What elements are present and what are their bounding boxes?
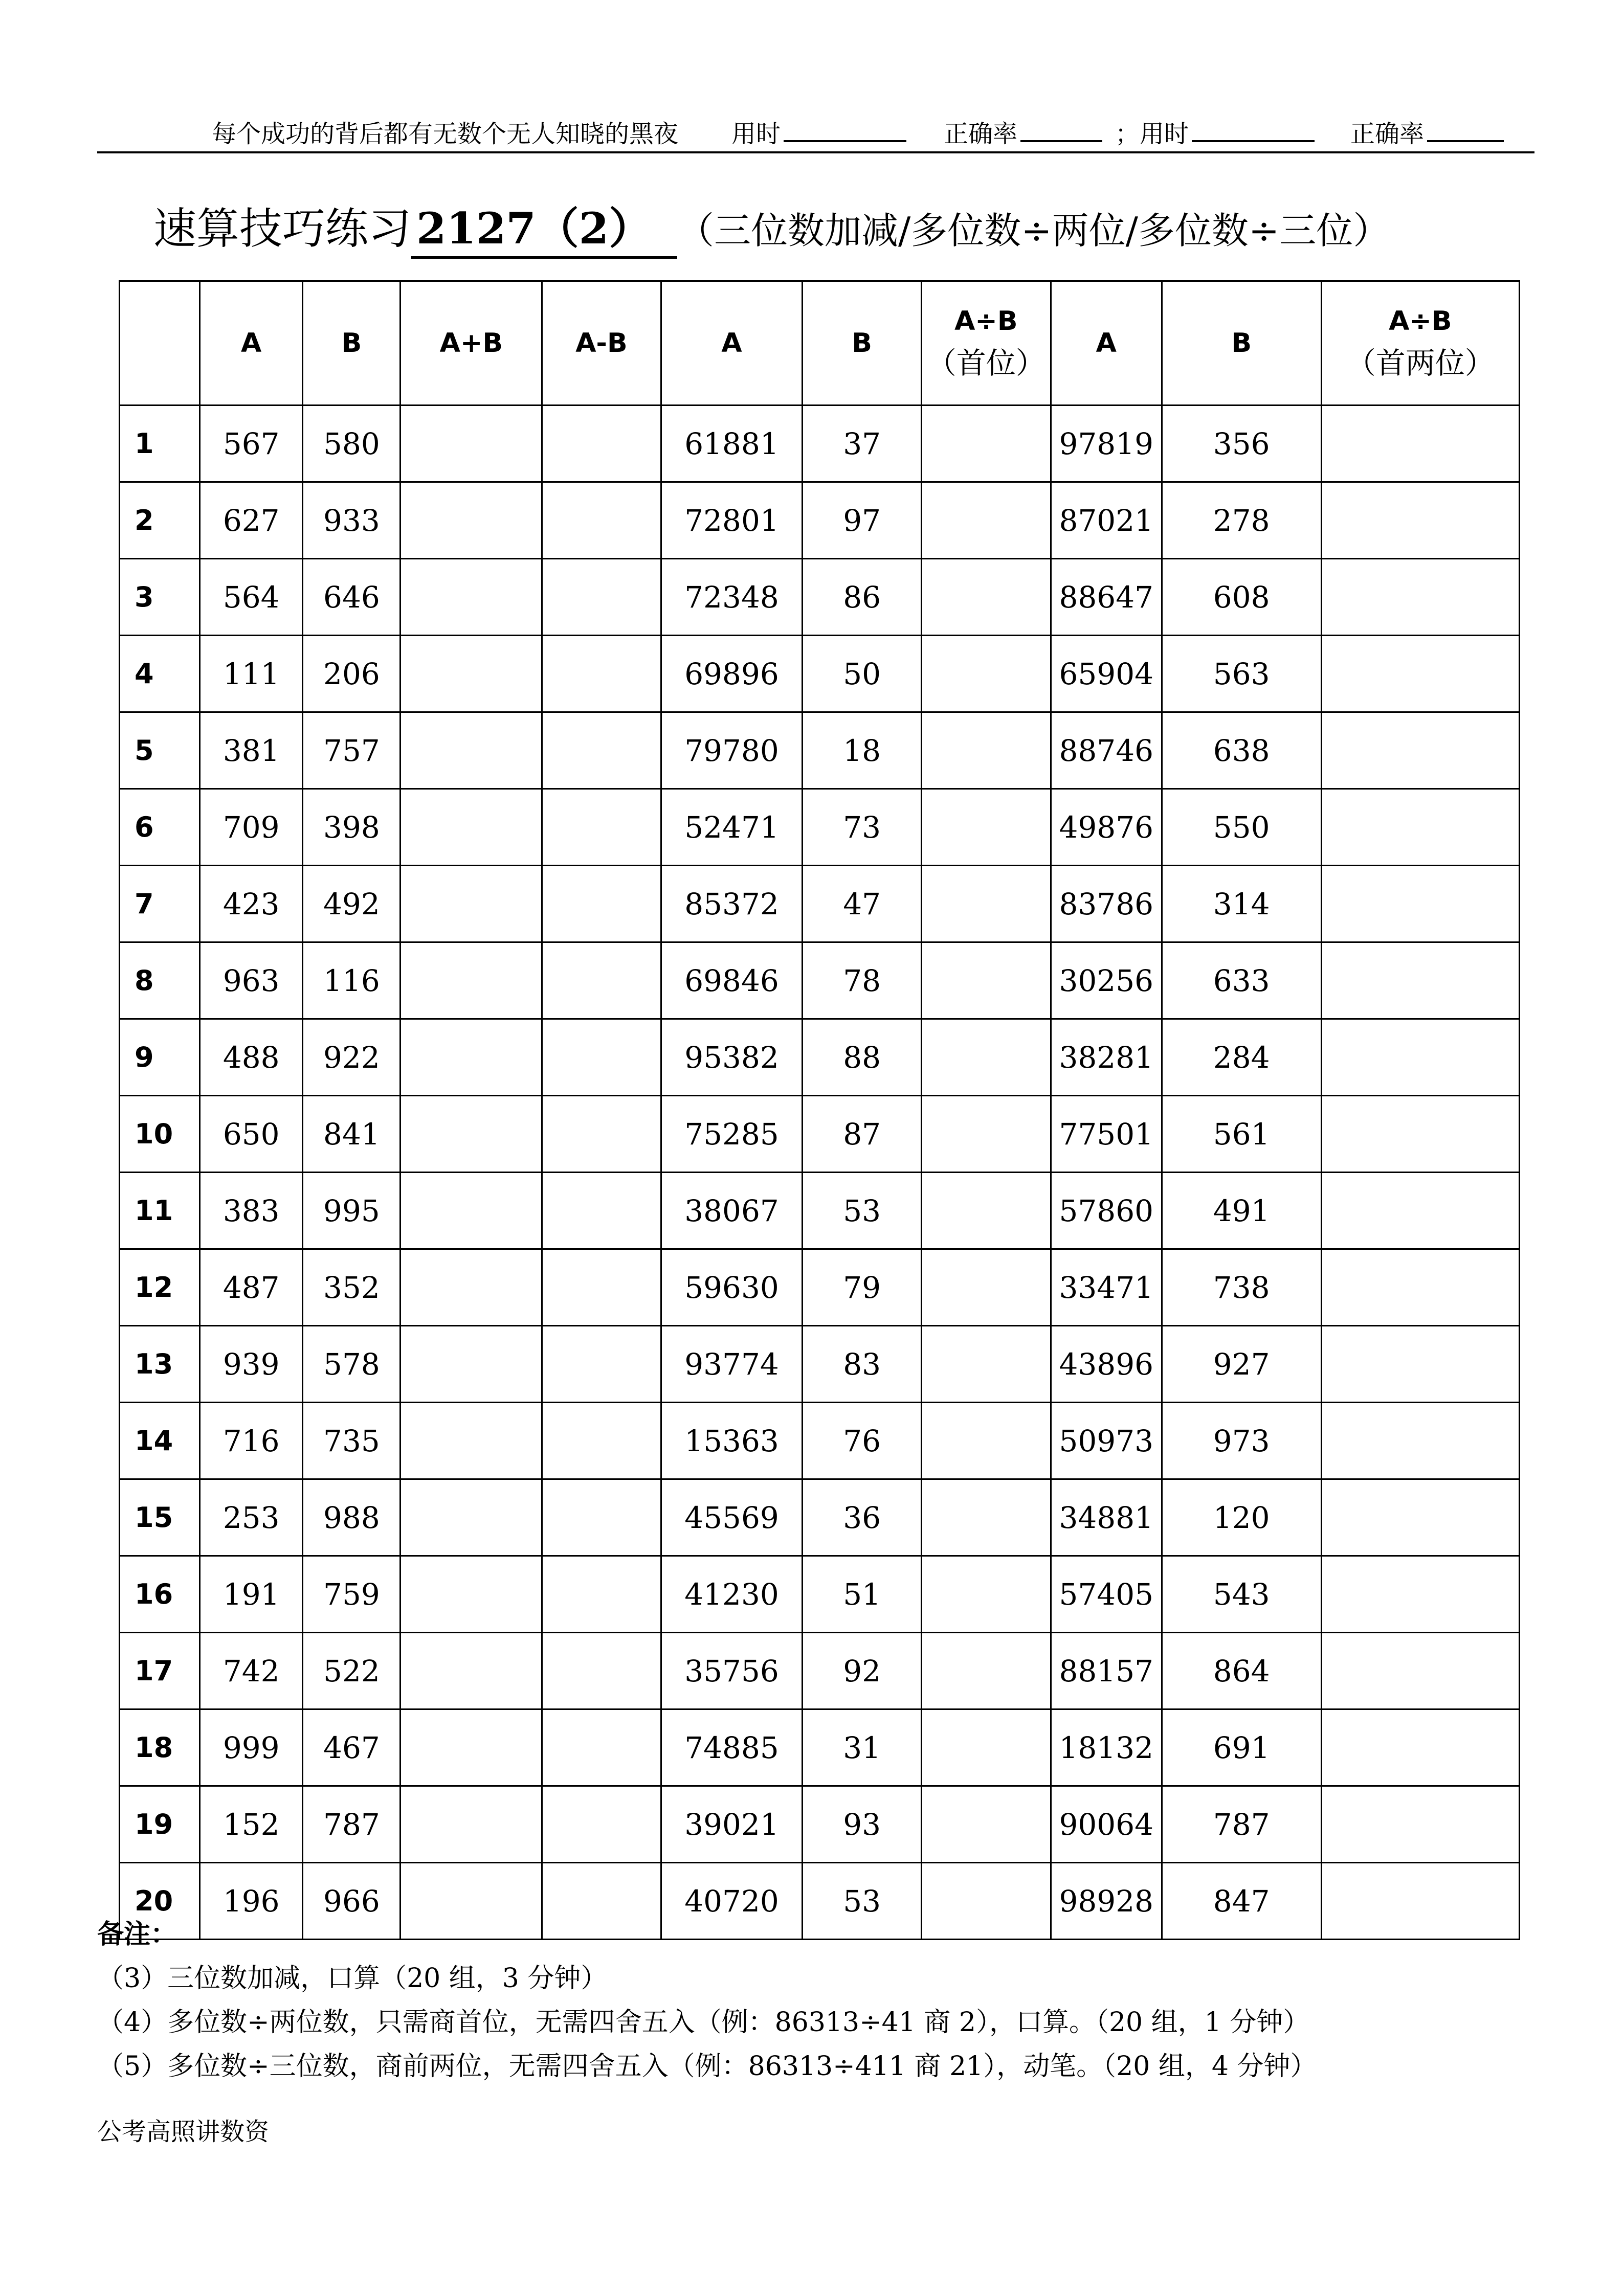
cell-a1: 191 (199, 1556, 302, 1633)
answer-sum[interactable] (401, 712, 542, 789)
answer-div-first-two[interactable] (1321, 1173, 1519, 1249)
answer-diff[interactable] (542, 1096, 661, 1173)
cell-b1: 522 (303, 1633, 401, 1709)
cell-b3: 563 (1162, 636, 1321, 712)
cell-b1: 580 (303, 406, 401, 482)
cell-b3: 550 (1162, 789, 1321, 866)
cell-b1: 467 (303, 1709, 401, 1786)
answer-div-first-two[interactable] (1321, 1709, 1519, 1786)
time-label-1: 用时 (731, 120, 781, 148)
title-subtitle: （三位数加减/多位数÷两位/多位数÷三位） (677, 209, 1390, 252)
answer-div-first-two[interactable] (1321, 482, 1519, 559)
cell-a1: 742 (199, 1633, 302, 1709)
time-field-1[interactable] (731, 114, 906, 149)
answer-div-first-two[interactable] (1321, 1019, 1519, 1096)
cell-b2: 83 (803, 1326, 921, 1403)
answer-div-first[interactable] (921, 1479, 1051, 1556)
cell-a1: 627 (199, 482, 302, 559)
cell-a3: 49876 (1051, 789, 1162, 866)
note-item: （5）多位数÷三位数，商前两位，无需四舍五入（例：86313÷411 商 21），动笔。（20 组，4 分钟） (97, 2051, 1317, 2082)
cell-b3: 543 (1162, 1556, 1321, 1633)
col-header-a3: A (1051, 281, 1162, 406)
table-row (120, 1633, 1520, 1709)
accuracy-label-1: 正确率 (944, 120, 1018, 148)
table-row (120, 1096, 1520, 1173)
row-number: 12 (120, 1249, 200, 1326)
cell-b1: 206 (303, 636, 401, 712)
cell-a3: 30256 (1051, 942, 1162, 1019)
cell-b1: 646 (303, 559, 401, 636)
row-number: 2 (120, 482, 200, 559)
answer-div-first[interactable] (921, 482, 1051, 559)
answer-div-first-two[interactable] (1321, 1249, 1519, 1326)
answer-div-first[interactable] (921, 1249, 1051, 1326)
cell-b3: 561 (1162, 1096, 1321, 1173)
answer-sum[interactable] (401, 1709, 542, 1786)
answer-diff[interactable] (542, 712, 661, 789)
answer-div-first[interactable] (921, 1096, 1051, 1173)
row-number: 10 (120, 1096, 200, 1173)
answer-sum[interactable] (401, 482, 542, 559)
table-row (120, 1326, 1520, 1403)
row-number: 20 (120, 1863, 200, 1940)
cell-a2: 59630 (661, 1249, 803, 1326)
header-row (120, 281, 1520, 406)
time-label-2: 用时 (1140, 120, 1189, 148)
col-header-index (120, 281, 200, 406)
answer-div-first[interactable] (921, 406, 1051, 482)
table-row (120, 866, 1520, 942)
cell-a2: 75285 (661, 1096, 803, 1173)
cell-b2: 53 (803, 1863, 921, 1940)
cell-b1: 352 (303, 1249, 401, 1326)
cell-b3: 633 (1162, 942, 1321, 1019)
cell-b2: 97 (803, 482, 921, 559)
answer-div-first[interactable] (921, 559, 1051, 636)
cell-a1: 963 (199, 942, 302, 1019)
cell-a2: 69846 (661, 942, 803, 1019)
cell-b3: 973 (1162, 1403, 1321, 1479)
cell-a1: 999 (199, 1709, 302, 1786)
separator: ； (1115, 120, 1140, 148)
cell-a3: 34881 (1051, 1479, 1162, 1556)
cell-b2: 31 (803, 1709, 921, 1786)
notes-section (97, 1912, 1581, 2088)
cell-a2: 72348 (661, 559, 803, 636)
cell-b2: 18 (803, 712, 921, 789)
cell-a3: 50973 (1051, 1403, 1162, 1479)
motto-text: 每个成功的背后都有无数个无人知晓的黑夜 (212, 120, 679, 148)
answer-div-first-two[interactable] (1321, 636, 1519, 712)
col-header-div-first (921, 281, 1051, 406)
cell-a3: 88157 (1051, 1633, 1162, 1709)
cell-a3: 77501 (1051, 1096, 1162, 1173)
cell-a1: 111 (199, 636, 302, 712)
cell-b1: 933 (303, 482, 401, 559)
answer-div-first[interactable] (921, 942, 1051, 1019)
cell-b1: 995 (303, 1173, 401, 1249)
cell-b2: 79 (803, 1249, 921, 1326)
cell-a2: 15363 (661, 1403, 803, 1479)
row-number: 11 (120, 1173, 200, 1249)
accuracy-label-2: 正确率 (1350, 120, 1425, 148)
time-field-2[interactable] (1115, 114, 1315, 149)
cell-b3: 491 (1162, 1173, 1321, 1249)
answer-div-first-two[interactable] (1321, 1556, 1519, 1633)
cell-b2: 73 (803, 789, 921, 866)
cell-a1: 709 (199, 789, 302, 866)
answer-div-first[interactable] (921, 1403, 1051, 1479)
table-body (120, 406, 1520, 1940)
cell-a2: 39021 (661, 1786, 803, 1863)
answer-sum[interactable] (401, 1173, 542, 1249)
table-row (120, 1019, 1520, 1096)
answer-sum[interactable] (401, 1019, 542, 1096)
row-number: 13 (120, 1326, 200, 1403)
row-number: 15 (120, 1479, 200, 1556)
answer-sum[interactable] (401, 942, 542, 1019)
answer-div-first[interactable] (921, 1019, 1051, 1096)
cell-b3: 608 (1162, 559, 1321, 636)
cell-b1: 492 (303, 866, 401, 942)
answer-sum[interactable] (401, 1556, 542, 1633)
cell-b3: 284 (1162, 1019, 1321, 1096)
cell-a2: 38067 (661, 1173, 803, 1249)
cell-b1: 116 (303, 942, 401, 1019)
cell-b3: 356 (1162, 406, 1321, 482)
time-blank-2[interactable] (1192, 140, 1315, 142)
answer-sum[interactable] (401, 636, 542, 712)
answer-div-first-two[interactable] (1321, 406, 1519, 482)
answer-div-first[interactable] (921, 712, 1051, 789)
cell-b3: 864 (1162, 1633, 1321, 1709)
answer-div-first[interactable] (921, 866, 1051, 942)
col-header-diff: A-B (542, 281, 661, 406)
div-first-line1: A÷B (954, 305, 1018, 336)
cell-a1: 650 (199, 1096, 302, 1173)
answer-sum[interactable] (401, 1633, 542, 1709)
answer-diff[interactable] (542, 1249, 661, 1326)
table-row (120, 559, 1520, 636)
cell-b1: 922 (303, 1019, 401, 1096)
practice-table (119, 280, 1520, 1940)
answer-div-first[interactable] (921, 636, 1051, 712)
cell-b2: 53 (803, 1173, 921, 1249)
cell-b3: 847 (1162, 1863, 1321, 1940)
cell-b1: 841 (303, 1096, 401, 1173)
cell-a1: 567 (199, 406, 302, 482)
cell-a3: 57860 (1051, 1173, 1162, 1249)
answer-div-first-two[interactable] (1321, 866, 1519, 942)
row-number: 3 (120, 559, 200, 636)
cell-a2: 40720 (661, 1863, 803, 1940)
cell-a2: 79780 (661, 712, 803, 789)
cell-a1: 152 (199, 1786, 302, 1863)
answer-diff[interactable] (542, 1019, 661, 1096)
answer-div-first-two[interactable] (1321, 789, 1519, 866)
answer-div-first[interactable] (921, 1556, 1051, 1633)
answer-div-first[interactable] (921, 1326, 1051, 1403)
cell-a3: 57405 (1051, 1556, 1162, 1633)
div-first-line2: （首位） (926, 345, 1045, 380)
answer-div-first[interactable] (921, 1173, 1051, 1249)
cell-a2: 72801 (661, 482, 803, 559)
cell-b2: 78 (803, 942, 921, 1019)
answer-diff[interactable] (542, 1479, 661, 1556)
cell-a2: 45569 (661, 1479, 803, 1556)
cell-b3: 787 (1162, 1786, 1321, 1863)
cell-a2: 93774 (661, 1326, 803, 1403)
cell-b2: 51 (803, 1556, 921, 1633)
cell-b2: 86 (803, 559, 921, 636)
cell-a3: 38281 (1051, 1019, 1162, 1096)
col-header-b1: B (303, 281, 401, 406)
answer-div-first-two[interactable] (1321, 942, 1519, 1019)
cell-b3: 927 (1162, 1326, 1321, 1403)
title-code: 2127（2） (411, 194, 677, 259)
cell-b1: 988 (303, 1479, 401, 1556)
cell-b2: 47 (803, 866, 921, 942)
row-number: 17 (120, 1633, 200, 1709)
col-header-div-first-two (1321, 281, 1519, 406)
row-number: 16 (120, 1556, 200, 1633)
cell-a3: 98928 (1051, 1863, 1162, 1940)
footer-credit: 公考高照讲数资 (97, 2118, 270, 2146)
answer-sum[interactable] (401, 1326, 542, 1403)
note-item: （4）多位数÷两位数，只需商首位，无需四舍五入（例：86313÷41 商 2），口算。（20 组，1 分钟） (97, 2007, 1310, 2038)
answer-sum[interactable] (401, 559, 542, 636)
cell-a1: 253 (199, 1479, 302, 1556)
answer-diff[interactable] (542, 866, 661, 942)
table-row (120, 942, 1520, 1019)
cell-a3: 88746 (1051, 712, 1162, 789)
answer-diff[interactable] (542, 1709, 661, 1786)
table-row (120, 1709, 1520, 1786)
answer-diff[interactable] (542, 1556, 661, 1633)
cell-b3: 120 (1162, 1479, 1321, 1556)
cell-a1: 423 (199, 866, 302, 942)
answer-div-first[interactable] (921, 1709, 1051, 1786)
cell-a2: 61881 (661, 406, 803, 482)
row-number: 5 (120, 712, 200, 789)
cell-b2: 37 (803, 406, 921, 482)
cell-b3: 314 (1162, 866, 1321, 942)
answer-sum[interactable] (401, 1786, 542, 1863)
cell-a3: 18132 (1051, 1709, 1162, 1786)
cell-a2: 74885 (661, 1709, 803, 1786)
cell-a2: 69896 (661, 636, 803, 712)
cell-a1: 383 (199, 1173, 302, 1249)
cell-b3: 638 (1162, 712, 1321, 789)
col-header-sum: A+B (401, 281, 542, 406)
answer-div-first-two[interactable] (1321, 1479, 1519, 1556)
answer-div-first-two[interactable] (1321, 1786, 1519, 1863)
accuracy-blank-1[interactable] (1020, 140, 1102, 142)
answer-diff[interactable] (542, 559, 661, 636)
answer-div-first[interactable] (921, 789, 1051, 866)
notes-title: 备注： (97, 1919, 177, 1950)
table-row (120, 1479, 1520, 1556)
table-row (120, 1403, 1520, 1479)
answer-sum[interactable] (401, 406, 542, 482)
cell-b1: 578 (303, 1326, 401, 1403)
table-row (120, 636, 1520, 712)
row-number: 19 (120, 1786, 200, 1863)
cell-a3: 43896 (1051, 1326, 1162, 1403)
table-row (120, 482, 1520, 559)
answer-sum[interactable] (401, 1249, 542, 1326)
cell-b2: 87 (803, 1096, 921, 1173)
cell-a3: 87021 (1051, 482, 1162, 559)
cell-b1: 787 (303, 1786, 401, 1863)
row-number: 18 (120, 1709, 200, 1786)
row-number: 9 (120, 1019, 200, 1096)
div-first-two-line2: （首两位） (1346, 345, 1495, 380)
table-row (120, 406, 1520, 482)
cell-b3: 738 (1162, 1249, 1321, 1326)
cell-b2: 76 (803, 1403, 921, 1479)
table-row (120, 1173, 1520, 1249)
col-header-a2: A (661, 281, 803, 406)
answer-diff[interactable] (542, 789, 661, 866)
time-blank-1[interactable] (784, 140, 906, 142)
row-number: 14 (120, 1403, 200, 1479)
cell-a3: 33471 (1051, 1249, 1162, 1326)
answer-diff[interactable] (542, 1173, 661, 1249)
cell-a1: 716 (199, 1403, 302, 1479)
answer-diff[interactable] (542, 1403, 661, 1479)
table-row (120, 789, 1520, 866)
answer-div-first-two[interactable] (1321, 1326, 1519, 1403)
answer-diff[interactable] (542, 636, 661, 712)
row-number: 6 (120, 789, 200, 866)
answer-div-first-two[interactable] (1321, 1633, 1519, 1709)
cell-a3: 65904 (1051, 636, 1162, 712)
row-number: 4 (120, 636, 200, 712)
cell-a1: 487 (199, 1249, 302, 1326)
cell-a1: 196 (199, 1863, 302, 1940)
table-row (120, 712, 1520, 789)
answer-diff[interactable] (542, 482, 661, 559)
answer-div-first-two[interactable] (1321, 559, 1519, 636)
cell-a2: 35756 (661, 1633, 803, 1709)
answer-div-first[interactable] (921, 1633, 1051, 1709)
answer-div-first-two[interactable] (1321, 1096, 1519, 1173)
cell-a2: 52471 (661, 789, 803, 866)
cell-b1: 759 (303, 1556, 401, 1633)
answer-diff[interactable] (542, 1326, 661, 1403)
cell-a3: 97819 (1051, 406, 1162, 482)
cell-b1: 398 (303, 789, 401, 866)
cell-a1: 564 (199, 559, 302, 636)
cell-a2: 41230 (661, 1556, 803, 1633)
cell-b2: 36 (803, 1479, 921, 1556)
col-header-a1: A (199, 281, 302, 406)
table-row (120, 1249, 1520, 1326)
answer-sum[interactable] (401, 1479, 542, 1556)
answer-diff[interactable] (542, 406, 661, 482)
cell-a2: 85372 (661, 866, 803, 942)
answer-sum[interactable] (401, 1096, 542, 1173)
header-bar (97, 102, 1534, 153)
cell-b2: 93 (803, 1786, 921, 1863)
cell-b1: 757 (303, 712, 401, 789)
header-divider (97, 151, 1534, 153)
accuracy-field-1[interactable] (944, 114, 1102, 149)
answer-div-first[interactable] (921, 1786, 1051, 1863)
row-number: 8 (120, 942, 200, 1019)
cell-a2: 95382 (661, 1019, 803, 1096)
accuracy-field-2[interactable] (1350, 114, 1504, 149)
row-number: 1 (120, 406, 200, 482)
col-header-b3: B (1162, 281, 1321, 406)
answer-diff[interactable] (542, 942, 661, 1019)
cell-b1: 735 (303, 1403, 401, 1479)
page-title (153, 194, 1534, 261)
answer-div-first-two[interactable] (1321, 712, 1519, 789)
cell-b3: 691 (1162, 1709, 1321, 1786)
note-item: （3）三位数加减，口算（20 组，3 分钟） (97, 1963, 608, 1994)
row-number: 7 (120, 866, 200, 942)
cell-b3: 278 (1162, 482, 1321, 559)
cell-b2: 88 (803, 1019, 921, 1096)
cell-b1: 966 (303, 1863, 401, 1940)
answer-sum[interactable] (401, 866, 542, 942)
cell-a3: 88647 (1051, 559, 1162, 636)
table-row (120, 1556, 1520, 1633)
cell-a3: 90064 (1051, 1786, 1162, 1863)
col-header-b2: B (803, 281, 921, 406)
div-first-two-line1: A÷B (1389, 305, 1452, 336)
cell-a1: 488 (199, 1019, 302, 1096)
cell-b2: 92 (803, 1633, 921, 1709)
answer-diff[interactable] (542, 1633, 661, 1709)
answer-sum[interactable] (401, 1403, 542, 1479)
cell-b2: 50 (803, 636, 921, 712)
title-main: 速算技巧练习 (153, 204, 412, 254)
cell-a1: 381 (199, 712, 302, 789)
cell-a3: 83786 (1051, 866, 1162, 942)
cell-a1: 939 (199, 1326, 302, 1403)
answer-sum[interactable] (401, 789, 542, 866)
table-row (120, 1786, 1520, 1863)
accuracy-blank-2[interactable] (1427, 140, 1504, 142)
answer-diff[interactable] (542, 1786, 661, 1863)
answer-div-first-two[interactable] (1321, 1403, 1519, 1479)
